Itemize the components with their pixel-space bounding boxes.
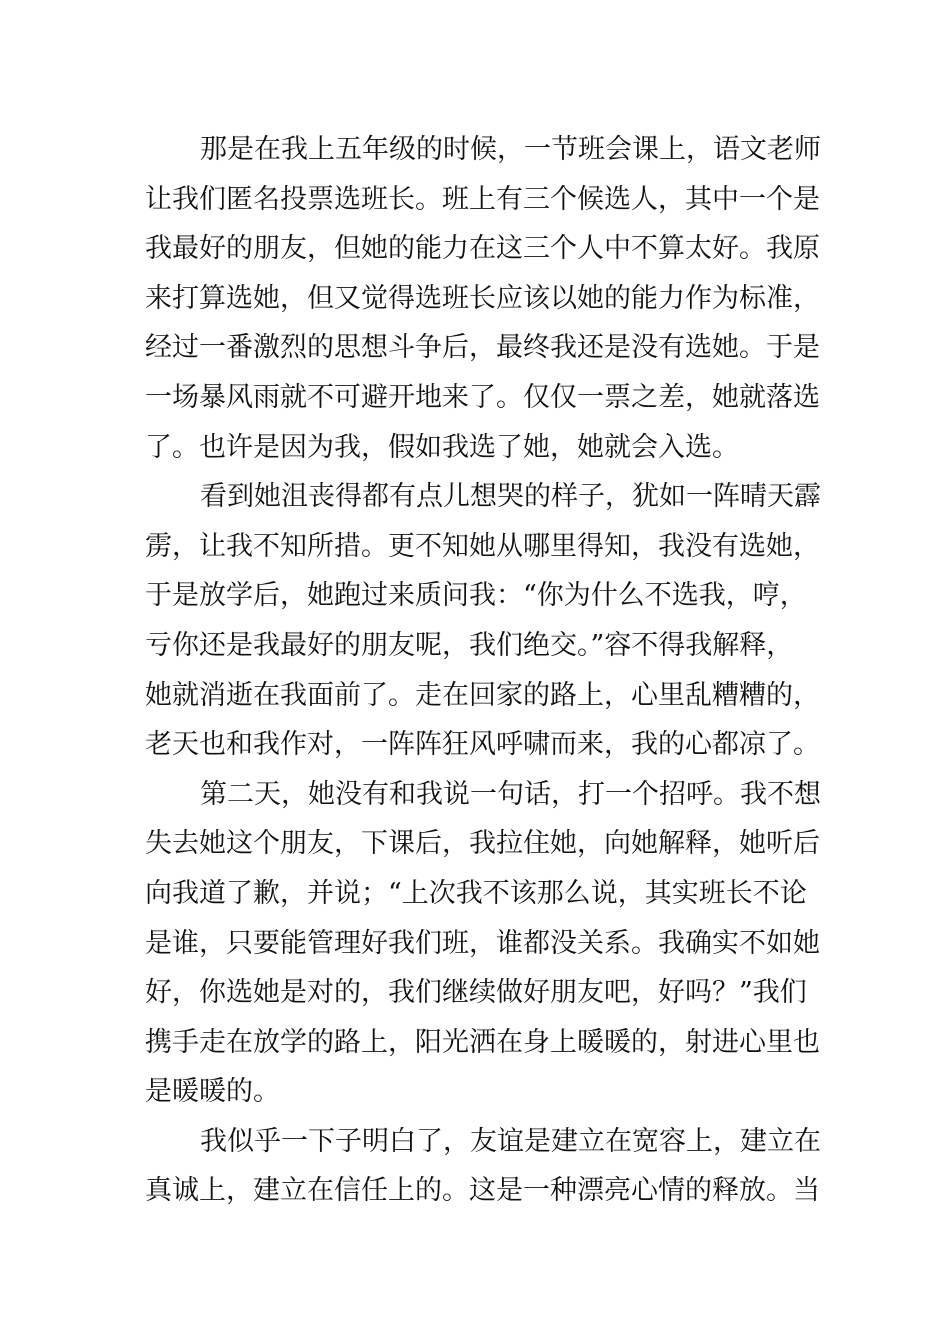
text-line: 亏你还是我最好的朋友呢，我们绝交。”容不得我解释， xyxy=(145,629,794,661)
text-line: 一场暴风雨就不可避开地来了。仅仅一票之差，她就落选 xyxy=(145,381,820,413)
text-line: 携手走在放学的路上，阳光洒在身上暖暖的，射进心里也 xyxy=(145,1026,820,1058)
text-line: 那是在我上五年级的时候，一节班会课上，语文老师 xyxy=(200,134,821,165)
text-line: 来打算选她，但又觉得选班长应该以她的能力作为标准， xyxy=(145,282,820,314)
text-line: 好，你选她是对的，我们继续做好朋友吧，好吗？”我们 xyxy=(145,977,807,1009)
text-line: 我最好的朋友，但她的能力在这三个人中不算太好。我原 xyxy=(145,233,820,265)
text-line: 我似乎一下子明白了，友谊是建立在宽容上，建立在 xyxy=(200,1125,821,1157)
text-line: 真诚上，建立在信任上的。这是一种漂亮心情的释放。当 xyxy=(145,1175,820,1207)
text-line: 看到她沮丧得都有点儿想哭的样子，犹如一阵晴天霹 xyxy=(200,481,821,513)
text-line: 雳，让我不知所措。更不知她从哪里得知，我没有选她， xyxy=(145,530,820,562)
text-line: 失去她这个朋友，下课后，我拉住她，向她解释，她听后 xyxy=(145,828,820,860)
text-line: 了。也许是因为我，假如我选了她，她就会入选。 xyxy=(145,431,739,463)
text-line: 让我们匿名投票选班长。班上有三个候选人，其中一个是 xyxy=(145,183,820,215)
text-line: 老天也和我作对，一阵阵狂风呼啸而来，我的心都凉了。 xyxy=(145,729,820,761)
essay-body xyxy=(145,125,821,1216)
text-line: 她就消逝在我面前了。走在回家的路上，心里乱糟糟的， xyxy=(145,679,820,711)
text-line: 是谁，只要能管理好我们班，谁都没关系。我确实不如她 xyxy=(145,927,820,959)
text-line: 第二天，她没有和我说一句话，打一个招呼。我不想 xyxy=(200,778,821,810)
text-line: 经过一番激烈的思想斗争后，最终我还是没有选她。于是 xyxy=(145,332,820,364)
text-line: 向我道了歉，并说；“上次我不该那么说，其实班长不论 xyxy=(145,877,807,909)
text-line: 于是放学后，她跑过来质问我：“你为什么不选我，哼， xyxy=(145,580,807,612)
text-line: 是暖暖的。 xyxy=(145,1076,280,1108)
